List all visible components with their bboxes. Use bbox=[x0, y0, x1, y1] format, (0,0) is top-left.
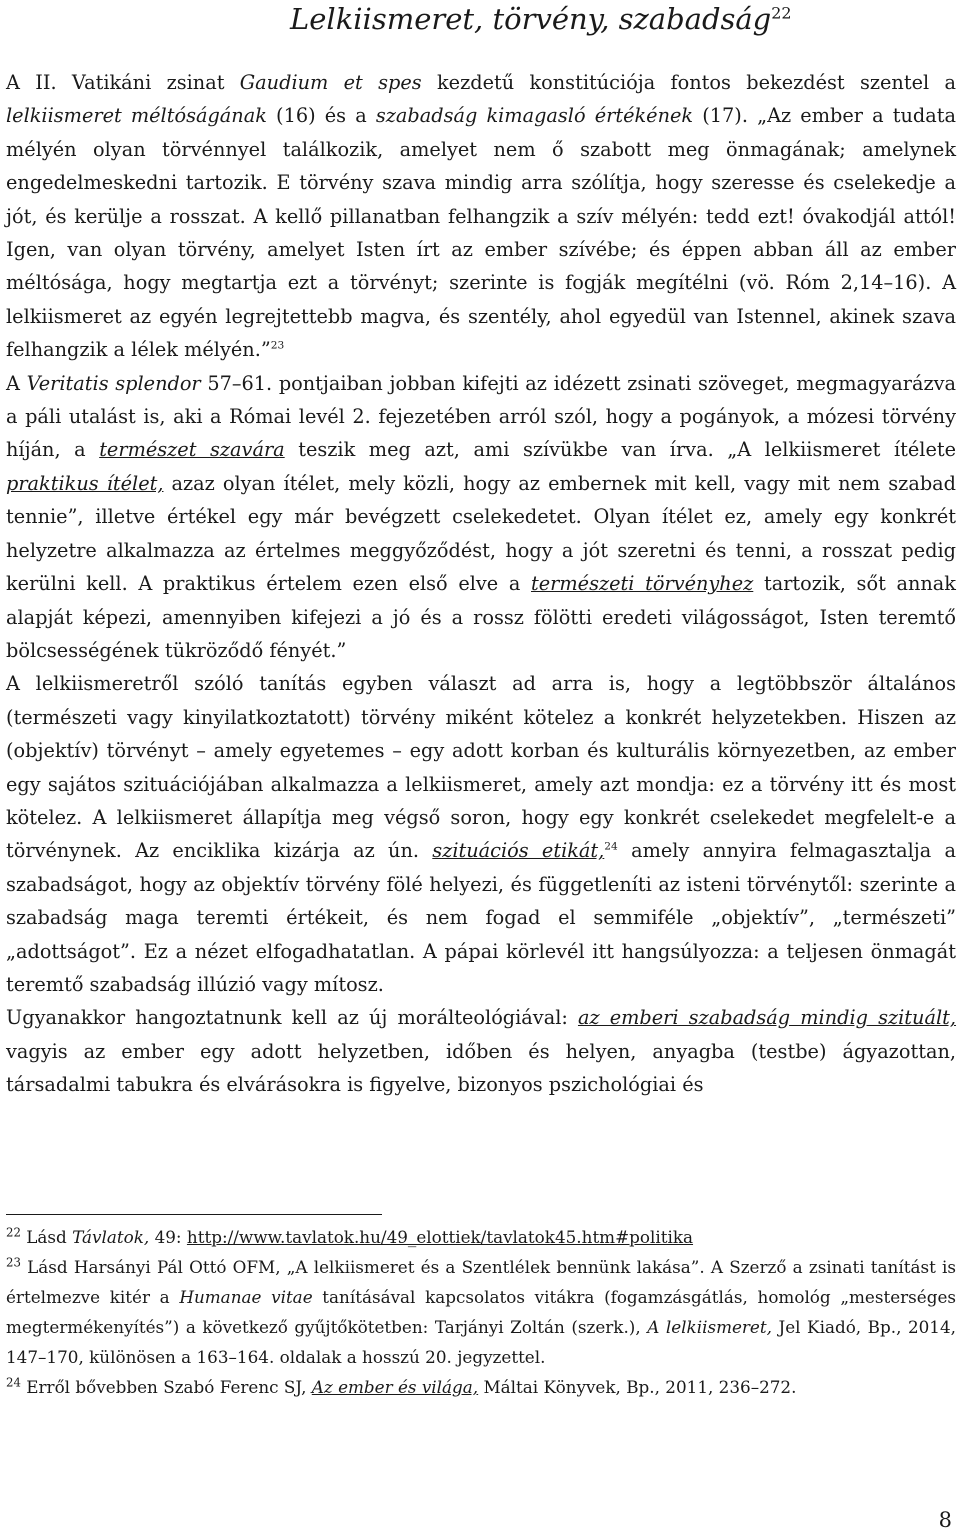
main-text bbox=[6, 66, 956, 1102]
italic-underlined-run: az emberi szabadság mindig szituált, bbox=[577, 1006, 957, 1030]
text-run: (17). „Az ember a tudata mélyén olyan törvénnyel találkozik, amelyet nem ő szabott meg önmagának; amelynek engedelmeskedni tartozik. E törvény szava mindig arra szólítja, hogy szeresse és cselekedje a jót, és kerülje a rosszat. A kellő pillanatban felhangzik a szív mélyén: tedd ezt! óvakodjál attól! Igen, van olyan törvény, amelyet Isten írt az ember szívébe; és éppen abban áll az ember méltósága, hogy megtartja ezt a törvényt; szerinte is fogják megítélni (vö. Róm 2,14–16). A lelkiismeret az egyén legrejtettebb magva, és szentély, ahol egyedül van Istennel, akinek szava felhangzik a lélek mélyén.” bbox=[6, 104, 956, 362]
italic-run: Gaudium et spes bbox=[239, 71, 422, 94]
italic-run: lelkiismeret méltóságának bbox=[6, 104, 267, 128]
italic-underlined-run: praktikus ítélet, bbox=[6, 471, 164, 495]
text-run: azaz olyan ítélet, mely közli, hogy az embernek mit kell, vagy mit nem szabad tennie”, illetve értékel egy már bevégzett cselekedetet. Olyan ítélet ez, amely egy konkrét helyzetre alkalmazza az értelmes meggyőződést, hogy a jót szeretni és tenni, a rosszat pedig kerülni kell. A praktikus értelem ezen első elve a bbox=[6, 471, 956, 596]
text-run: Lásd Harsányi Pál Ottó OFM, „A lelkiismeret és a Szentlélek bennünk lakása”. A Szerző a zsinati tanítást is értelmezve kitér a bbox=[6, 1257, 956, 1307]
page-number: 8 bbox=[938, 1508, 952, 1532]
title-footnote-ref[interactable]: 22 bbox=[771, 3, 792, 23]
footnote-ref-24[interactable]: 24 bbox=[604, 839, 618, 853]
italic-underlined-run: természet szavára bbox=[99, 438, 285, 462]
italic-underlined-run: természeti törvényhez bbox=[531, 572, 754, 596]
italic-underlined-run: Az ember és világa, bbox=[311, 1377, 479, 1397]
italic-underlined-run: szituációs etikát, bbox=[432, 839, 605, 863]
italic-run: Humanae vitae bbox=[179, 1287, 313, 1307]
text-run: Lásd bbox=[20, 1227, 73, 1247]
paragraph-2 bbox=[6, 367, 956, 668]
footnote-separator bbox=[6, 1214, 382, 1215]
italic-run: szabadság kimagasló értékének bbox=[375, 104, 694, 128]
page-title bbox=[290, 2, 792, 36]
title-text: Lelkiismeret, törvény, szabadság bbox=[290, 2, 772, 36]
text-run: (16) és a bbox=[266, 104, 376, 128]
text-run: vagyis az ember egy adott helyzetben, időben és helyen, anyagba (testbe) ágyazottan, társadalmi tabukra és elvárásokra is figyelve, bizonyos pszichológiai és bbox=[6, 1039, 956, 1097]
paragraph-1 bbox=[6, 66, 956, 367]
text-run: A bbox=[6, 371, 27, 395]
text-run: A II. Vatikáni zsinat bbox=[6, 71, 240, 94]
italic-run: A lelkiismeret, bbox=[647, 1317, 772, 1337]
text-run: kezdetű konstitúciója fontos bekezdést szentel a bbox=[421, 71, 956, 94]
text-run: 49: bbox=[149, 1227, 187, 1247]
italic-run: Veritatis splendor bbox=[26, 371, 201, 395]
text-run: Erről bővebben Szabó Ferenc SJ, bbox=[20, 1377, 312, 1397]
footnote-number: 23 bbox=[6, 1255, 21, 1270]
italic-run: Távlatok, bbox=[72, 1227, 150, 1247]
footnotes bbox=[6, 1222, 956, 1402]
footnote-23 bbox=[6, 1252, 956, 1372]
text-run: tanításával kapcsolatos vitákra (fogamzásgátlás, homológ „mesterséges megtermékenyítés”) a következő gyűjtőkötetben: Tarjányi Zoltán (szerk.), bbox=[6, 1287, 956, 1337]
footnote-ref-23[interactable]: 23 bbox=[270, 338, 285, 352]
footnote-22 bbox=[6, 1222, 956, 1252]
text-run: amely annyira felmagasztalja a szabadságot, hogy az objektív törvény fölé helyezi, és függetleníti az isteni törvénytől: szerinte a szabadság maga teremti értékeit, és nem fogad el semmiféle „objektív”, „természeti” „adottságot”. Ez a nézet elfogadhatatlan. A pápai körlevél itt hangsúlyozza: a teljesen önmagát teremtő szabadság illúzió vagy mítosz. bbox=[6, 839, 956, 996]
footnote-number: 24 bbox=[6, 1375, 21, 1390]
text-run: teszik meg azt, ami szívükbe van írva. „A lelkiismeret ítélete bbox=[284, 438, 957, 462]
footnote-24 bbox=[6, 1372, 956, 1402]
tavlatok-link[interactable]: http://www.tavlatok.hu/49_elottiek/tavlatok45.htm#politika bbox=[186, 1227, 694, 1247]
text-run: tartozik, sőt annak alapját képezi, amennyiben kifejezi a jó és a rossz fölötti eredeti világosságot, Isten teremtő bölcsességének tükröződő fényét.” bbox=[6, 572, 956, 662]
text-run: A lelkiismeretről szóló tanítás egyben választ ad arra is, hogy a legtöbbször általános (természeti vagy kinyilatkoztatott) törvény miként kötelez a konkrét helyzetekben. Hiszen az (objektív) törvényt – amely egyetemes – egy adott korban és kulturális környezetben, az ember egy sajátos szituációjában alkalmazza a lelkiismeret, amely azt mondja: ez a törvény itt és most kötelez. A lelkiismeret állapítja meg végső soron, hogy egy konkrét cselekedet megfelelt-e a törvénynek. Az enciklika kizárja az ún. bbox=[6, 672, 956, 863]
text-run: Jel Kiadó, Bp., 2014, 147–170, különösen a 163–164. oldalak a hosszú 20. jegyzettel. bbox=[6, 1317, 956, 1367]
paragraph-3 bbox=[6, 667, 956, 1001]
footnote-number: 22 bbox=[6, 1225, 21, 1240]
text-run: Ugyanakkor hangoztatnunk kell az új morálteológiával: bbox=[6, 1006, 578, 1030]
text-run: 57–61. pontjaiban jobban kifejti az idézett zsinati szöveget, megmagyarázva a páli utalást is, aki a Római levél 2. fejezetében arról szól, hogy a pogányok, a mózesi törvény híján, a bbox=[6, 371, 957, 462]
text-run: Máltai Könyvek, Bp., 2011, 236–272. bbox=[478, 1377, 797, 1397]
paragraph-4 bbox=[6, 1001, 956, 1101]
